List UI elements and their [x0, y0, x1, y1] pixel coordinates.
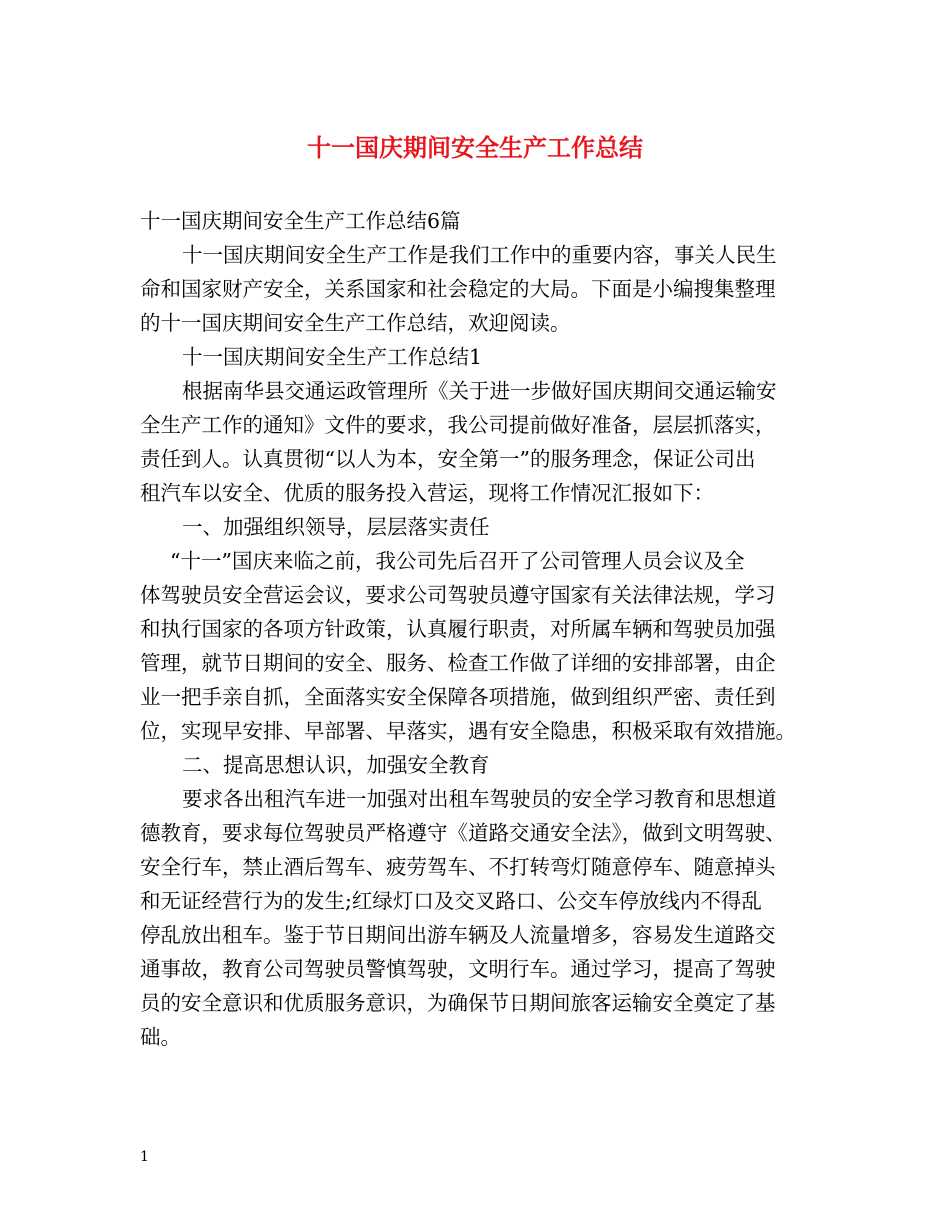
- paragraph-line: 管理，就节日期间的安全、服务、检查工作做了详细的安排部署，由企: [140, 651, 776, 675]
- paragraph-line: 业一把手亲自抓，全面落实安全保障各项措施，做到组织严密、责任到: [140, 685, 776, 709]
- paragraph-line: 员的安全意识和优质服务意识，为确保节日期间旅客运输安全奠定了基: [140, 991, 776, 1015]
- paragraph-line: 根据南华县交通运政管理所《关于进一步做好国庆期间交通运输安: [182, 379, 777, 403]
- paragraph-line: 通事故，教育公司驾驶员警慎驾驶，文明行车。通过学习，提高了驾驶: [140, 957, 776, 981]
- paragraph-line: 安全行车，禁止酒后驾车、疲劳驾车、不打转弯灯随意停车、随意掉头: [140, 855, 776, 879]
- paragraph-line: 责任到人。认真贯彻“以人为本，安全第一”的服务理念，保证公司出: [140, 447, 756, 471]
- paragraph-line: 和无证经营行为的发生;红绿灯口及交叉路口、公交车停放线内不得乱: [140, 889, 762, 913]
- paragraph-line: 础。: [140, 1025, 181, 1049]
- paragraph-line: 全生产工作的通知》文件的要求，我公司提前做好准备，层层抓落实，: [140, 413, 776, 437]
- paragraph-line: 体驾驶员安全营运会议，要求公司驾驶员遵守国家有关法律法规，学习: [140, 583, 776, 607]
- paragraph-line: “十一”国庆来临之前，我公司先后召开了公司管理人员会议及全: [170, 549, 745, 573]
- intro-paragraph-line: 命和国家财产安全，关系国家和社会稳定的大局。下面是小编搜集整理: [140, 277, 776, 301]
- page-number: 1: [140, 1149, 149, 1165]
- paragraph-line: 和执行国家的各项方针政策，认真履行职责，对所属车辆和驾驶员加强: [140, 617, 776, 641]
- paragraph-line: 位，实现早安排、早部署、早落实，遇有安全隐患，积极采取有效措施。: [140, 719, 796, 743]
- section-heading: 一、加强组织领导，层层落实责任: [182, 515, 490, 539]
- paragraph-line: 租汽车以安全、优质的服务投入营运，现将工作情况汇报如下：: [140, 481, 714, 505]
- document-body: [140, 204, 820, 1054]
- section-heading: 二、提高思想认识，加强安全教育: [182, 753, 490, 777]
- paragraph-line: 停乱放出租车。鉴于节日期间出游车辆及人流量增多，容易发生道路交: [140, 923, 776, 947]
- intro-paragraph-line: 的十一国庆期间安全生产工作总结，欢迎阅读。: [140, 311, 571, 335]
- paragraph-line: 要求各出租汽车进一加强对出租车驾驶员的安全学习教育和思想道: [182, 787, 777, 811]
- document-title: 十一国庆期间安全生产工作总结: [307, 134, 643, 162]
- paragraph-line: 德教育，要求每位驾驶员严格遵守《道路交通安全法》，做到文明驾驶、: [140, 821, 786, 845]
- subtitle-line: 十一国庆期间安全生产工作总结6篇: [140, 209, 461, 233]
- intro-paragraph-line: 十一国庆期间安全生产工作是我们工作中的重要内容，事关人民生: [182, 243, 777, 267]
- section-heading: 十一国庆期间安全生产工作总结1: [182, 345, 483, 369]
